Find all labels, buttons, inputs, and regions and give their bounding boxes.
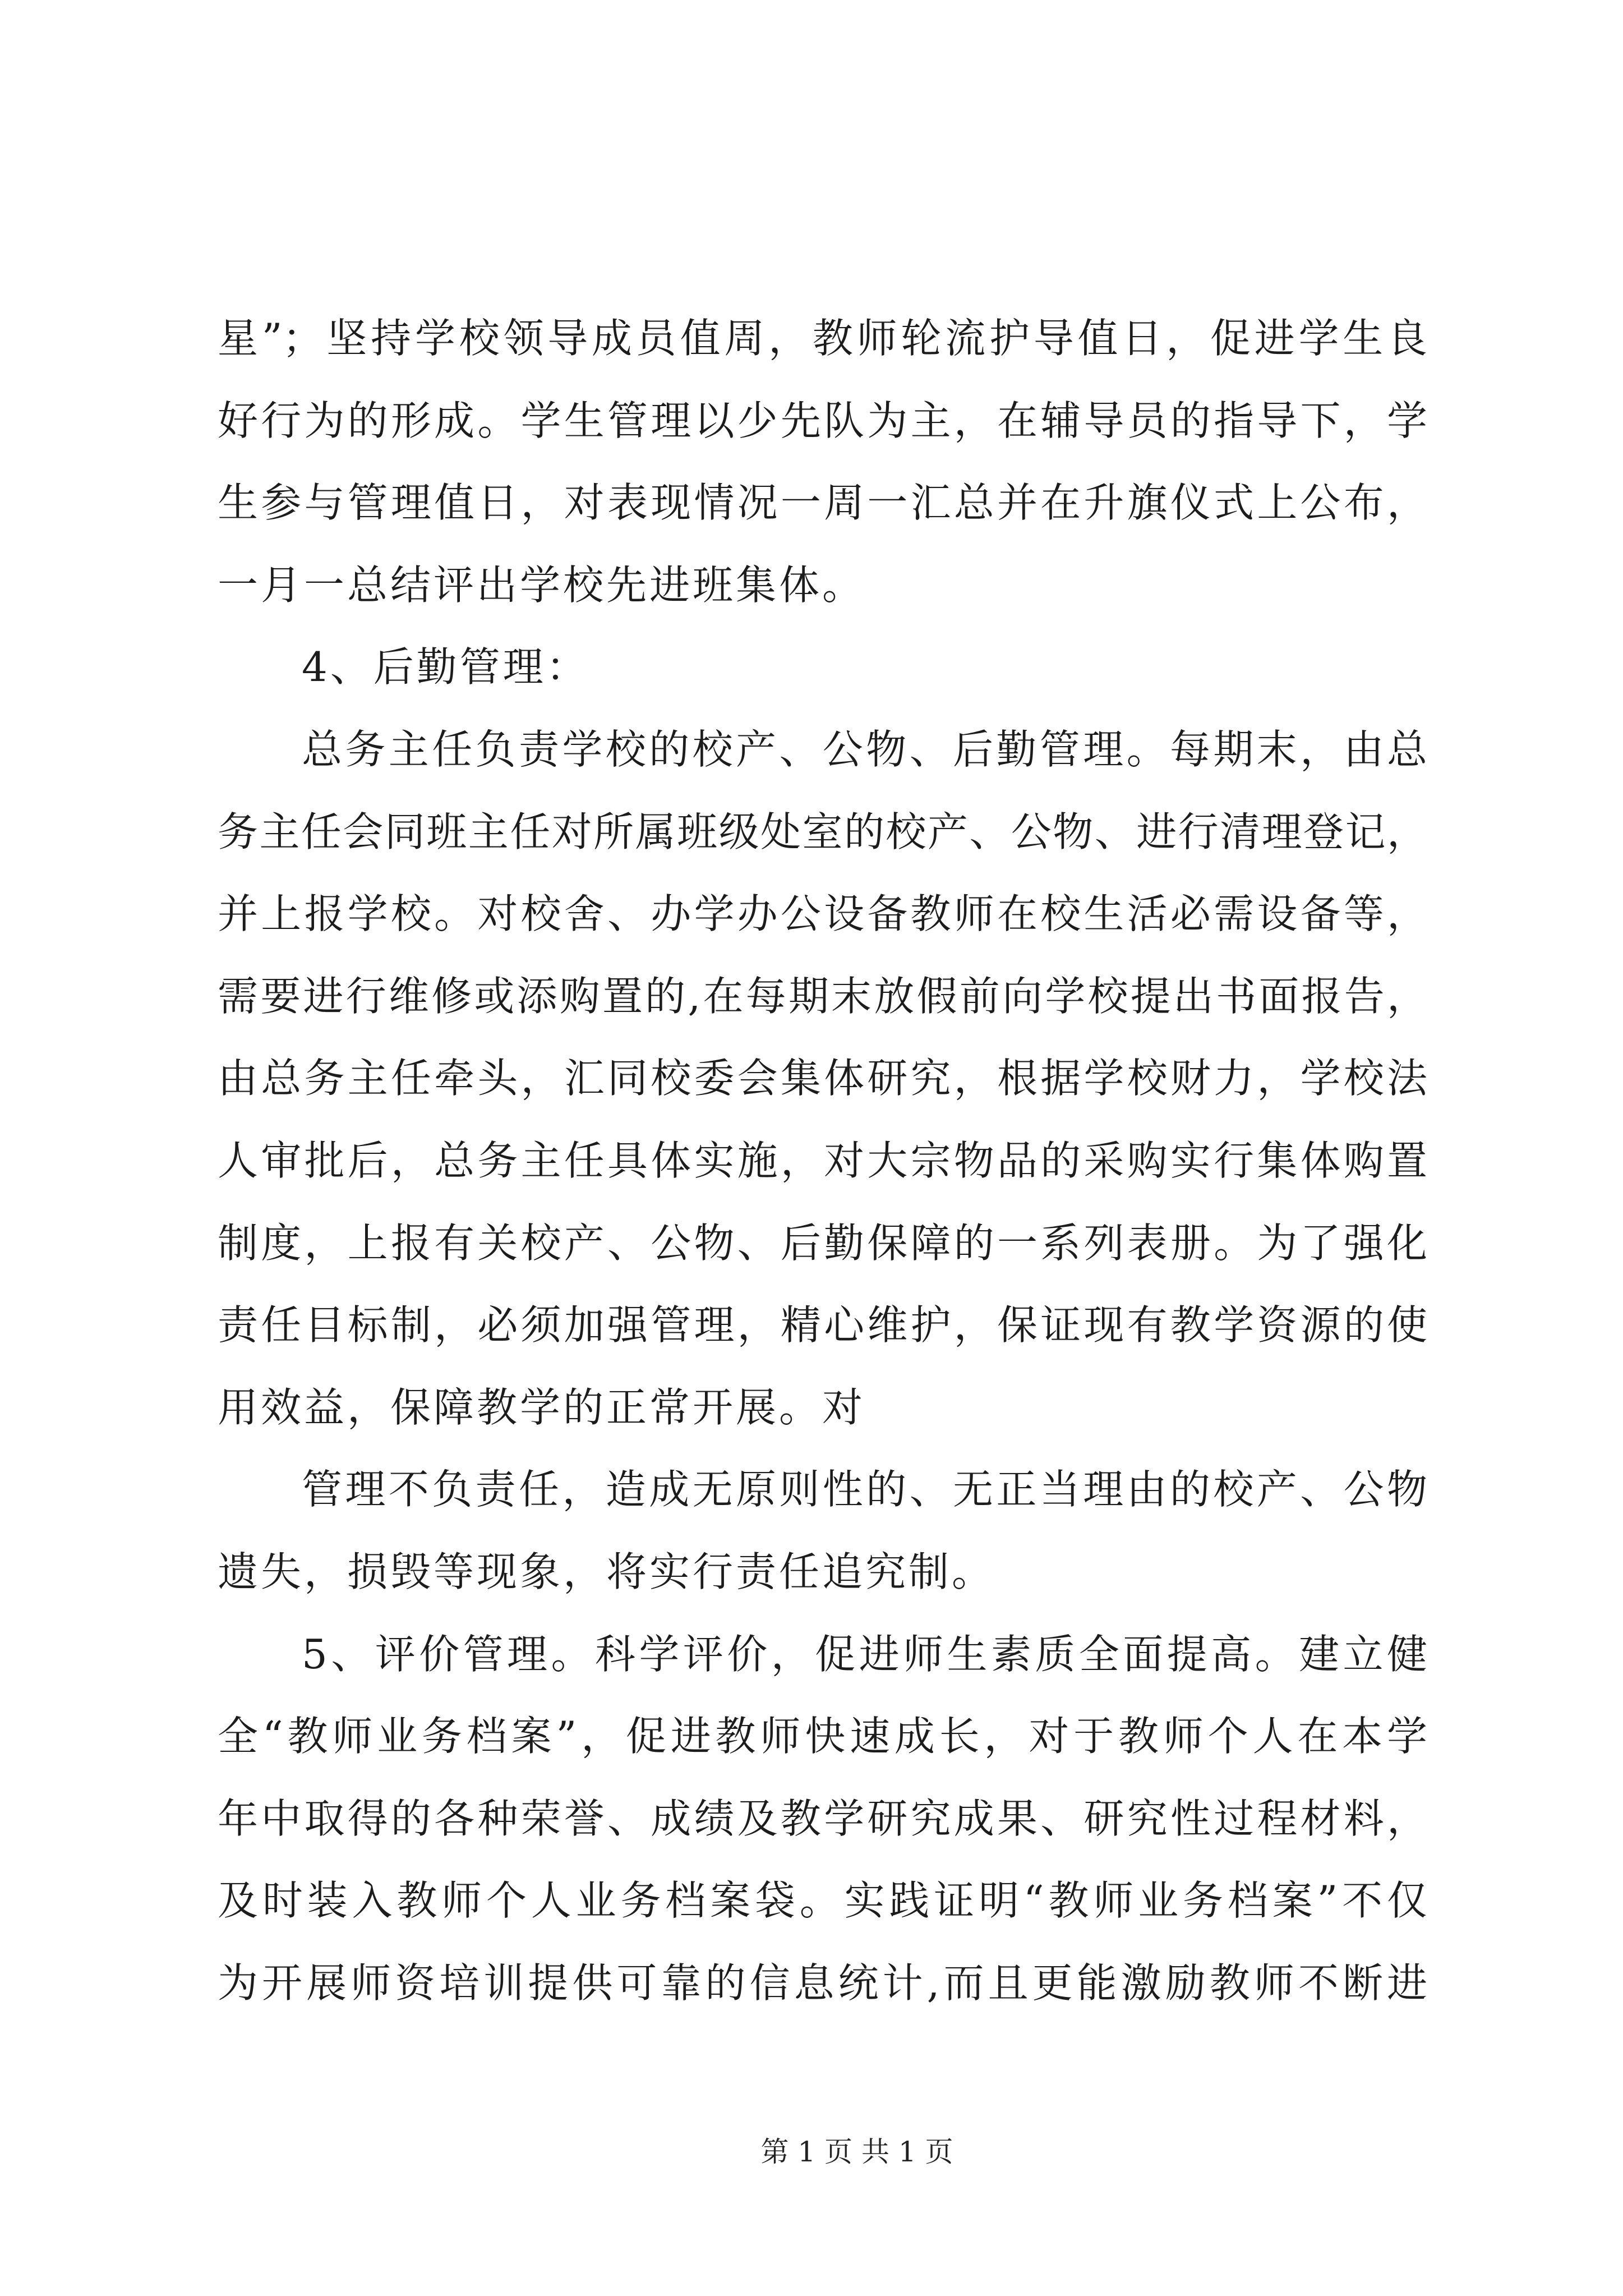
text-line: 一月一总结评出学校先进班集体。 [218, 561, 866, 609]
text-line: 责任目标制，必须加强管理，精心维护，保证现有教学资源的使 [218, 1301, 1427, 1349]
section-heading [218, 626, 1427, 708]
paragraph [218, 297, 1427, 626]
text-line: 生参与管理值日，对表现情况一周一汇总并在升旗仪式上公布， [218, 479, 1427, 527]
text-line: 并上报学校。对校舍、办学办公设备教师在校生活必需设备等， [218, 890, 1427, 938]
text-line: 为开展师资培训提供可靠的信息统计,而且更能激励教师不断进 [218, 1959, 1427, 2007]
text-line: 务主任会同班主任对所属班级处室的校产、公物、进行清理登记， [218, 808, 1427, 855]
paragraph [218, 1448, 1427, 1613]
text-line: 遗失，损毁等现象，将实行责任追究制。 [218, 1548, 995, 1595]
page-footer: 第 1 页 共 1 页 [760, 2136, 953, 2168]
text-line: 星”；坚持学校领导成员值周，教师轮流护导值日，促进学生良 [218, 315, 1427, 362]
text-line: 总务主任负责学校的校产、公物、后勤管理。每期末，由总 [302, 725, 1427, 773]
text-line: 5、评价管理。科学评价，促进师生素质全面提高。建立健 [302, 1630, 1427, 1678]
text-line: 及时装入教师个人业务档案袋。实践证明“教师业务档案”不仅 [218, 1877, 1427, 1925]
text-line: 人审批后，总务主任具体实施，对大宗物品的采购实行集体购置 [218, 1137, 1427, 1184]
paragraph [218, 1613, 1427, 2024]
text-line: 年中取得的各种荣誉、成绩及教学研究成果、研究性过程材料， [218, 1795, 1427, 1842]
text-line: 好行为的形成。学生管理以少先队为主，在辅导员的指导下，学 [218, 397, 1427, 444]
paragraph [218, 708, 1427, 1448]
text-line: 制度，上报有关校产、公物、后勤保障的一系列表册。为了强化 [218, 1219, 1427, 1267]
text-line: 用效益，保障教学的正常开展。对 [218, 1383, 866, 1431]
text-line: 由总务主任牵头，汇同校委会集体研究，根据学校财力，学校法 [218, 1055, 1427, 1102]
section-heading-text: 4、后勤管理： [302, 643, 589, 691]
text-line: 管理不负责任，造成无原则性的、无正当理由的校产、公物 [302, 1466, 1427, 1513]
document-body [218, 297, 1427, 2024]
text-line: 需要进行维修或添购置的,在每期末放假前向学校提出书面报告， [218, 972, 1427, 1020]
text-line: 全“教师业务档案”，促进教师快速成长，对于教师个人在本学 [218, 1713, 1427, 1760]
